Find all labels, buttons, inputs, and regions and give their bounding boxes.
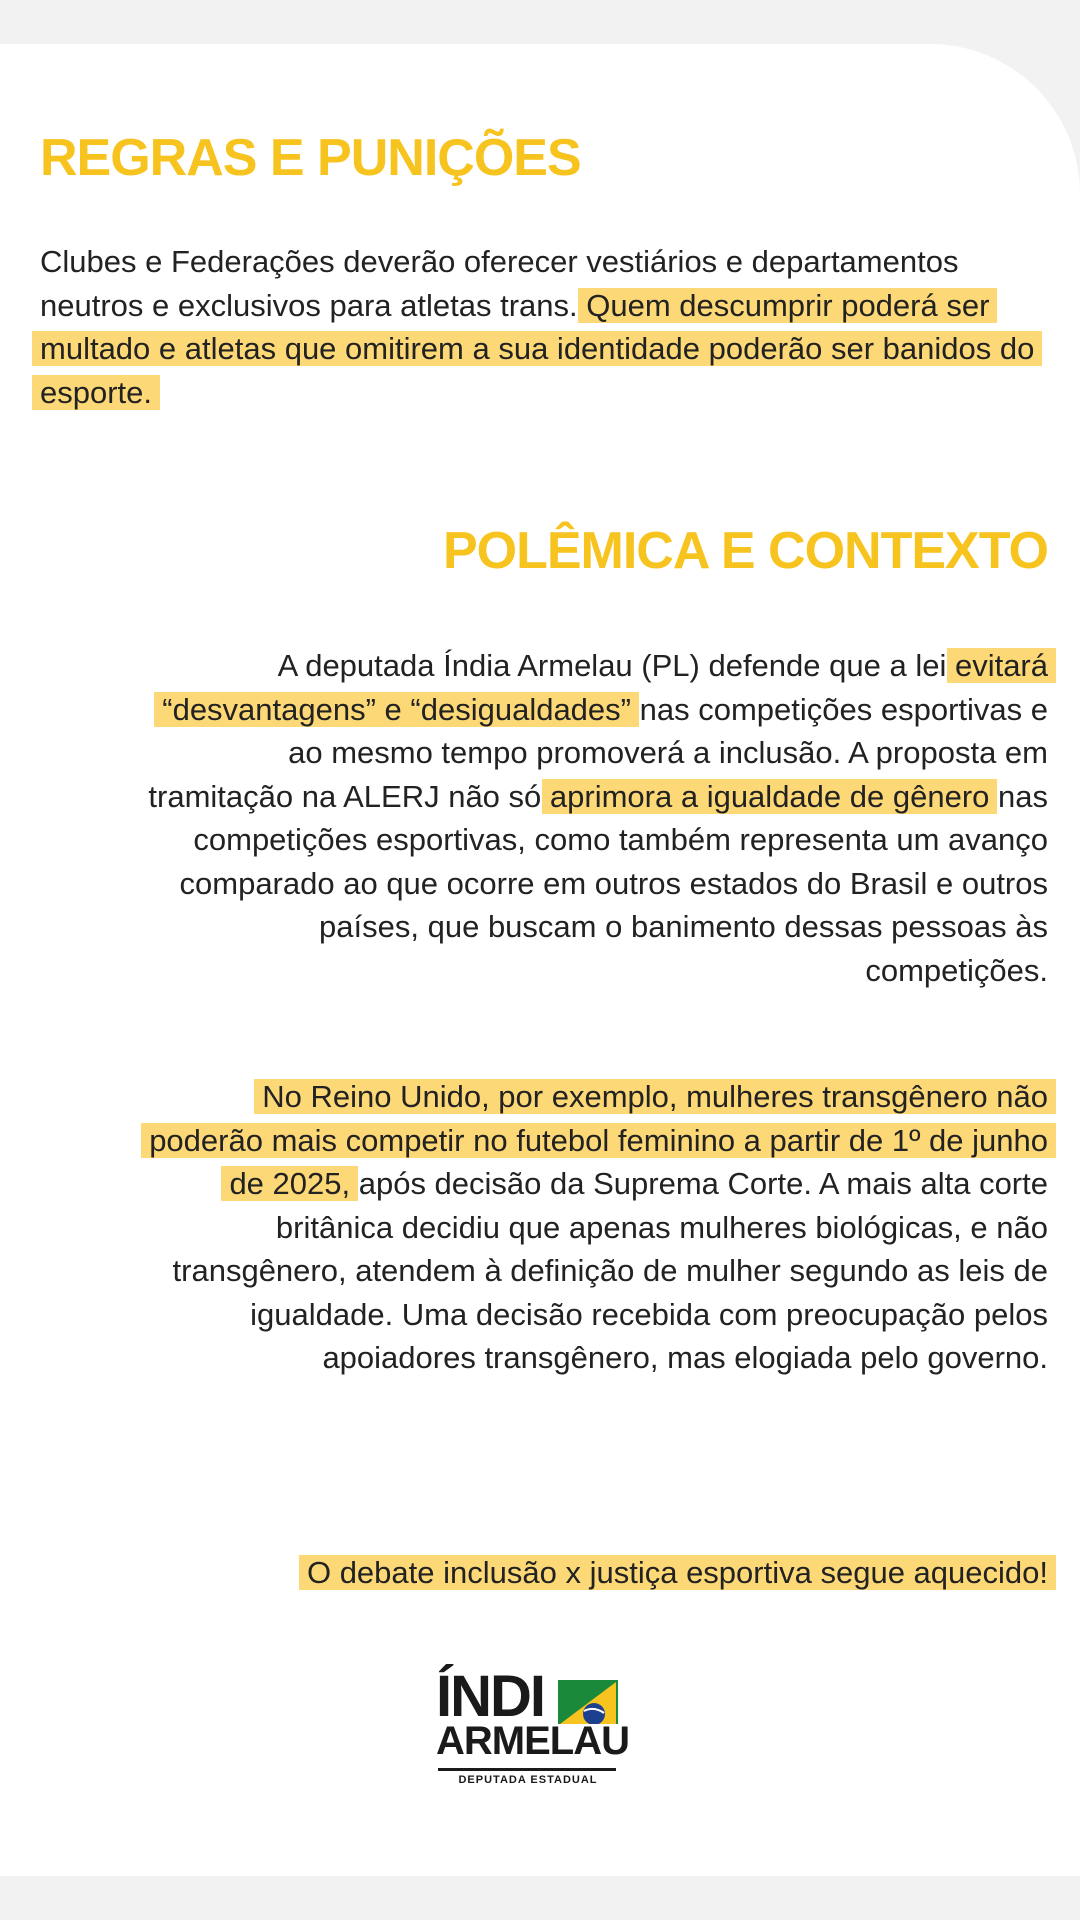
logo-line-2: ARMELAU: [436, 1719, 629, 1763]
section-title-context: POLÊMICA E CONTEXTO: [442, 522, 1048, 580]
uk-highlight: No Reino Unido, por exemplo, mulheres transgênero não poderão mais competir no futebol feminino a partir de 1º de junho de 2025,: [149, 1079, 1048, 1201]
logo: [436, 1664, 629, 1790]
context-paragraph-2: [148, 1075, 1048, 1380]
section-title-rules: REGRAS E PUNIÇÕES: [40, 129, 581, 187]
rules-paragraph: [40, 240, 1040, 414]
uk-text: após decisão da Suprema Corte. A mais alta corte britânica decidiu que apenas mulheres biológicas, e não transgênero, atendem à definição de mulher segundo as leis de igualdade. Uma decisão recebida com preocupação pelos apoiadores transgênero, mas elogiada pelo governo.: [172, 1166, 1048, 1375]
context-text-1: A deputada Índia Armelau (PL) defende que a lei: [277, 648, 955, 683]
context-text-2: nas competições esportivas e ao mesmo tempo promoverá a inclusão. A proposta em tramitação na ALERJ não só: [148, 691, 1048, 814]
context-paragraph-1: [148, 644, 1048, 992]
rules-highlight: Quem descumprir poderá ser multado e atletas que omitirem a sua identidade poderão ser banidos do esporte.: [40, 287, 1035, 410]
context-highlight-1: evitará “desvantagens” e “desigualdades”: [162, 648, 1048, 727]
rules-text: Clubes e Federações deverão oferecer vestiários e departamentos neutros e exclusivos para atletas trans.: [40, 244, 959, 323]
closing-highlight: O debate inclusão x justiça esportiva segue aquecido!: [306, 1555, 1048, 1590]
brazil-flag-icon: [558, 1680, 618, 1724]
logo-line-1: ÍNDI: [436, 1664, 544, 1729]
logo-divider: [438, 1768, 616, 1771]
closing-line: [148, 1551, 1048, 1595]
context-text-3: nas competições esportivas, como também representa um avanço comparado ao que ocorre em outros estados do Brasil e outros países, que buscam o banimento dessas pessoas às competições.: [179, 778, 1048, 988]
logo-subtitle: DEPUTADA ESTADUAL: [458, 1774, 598, 1786]
context-highlight-2: aprimora a igualdade de gênero: [549, 778, 990, 814]
